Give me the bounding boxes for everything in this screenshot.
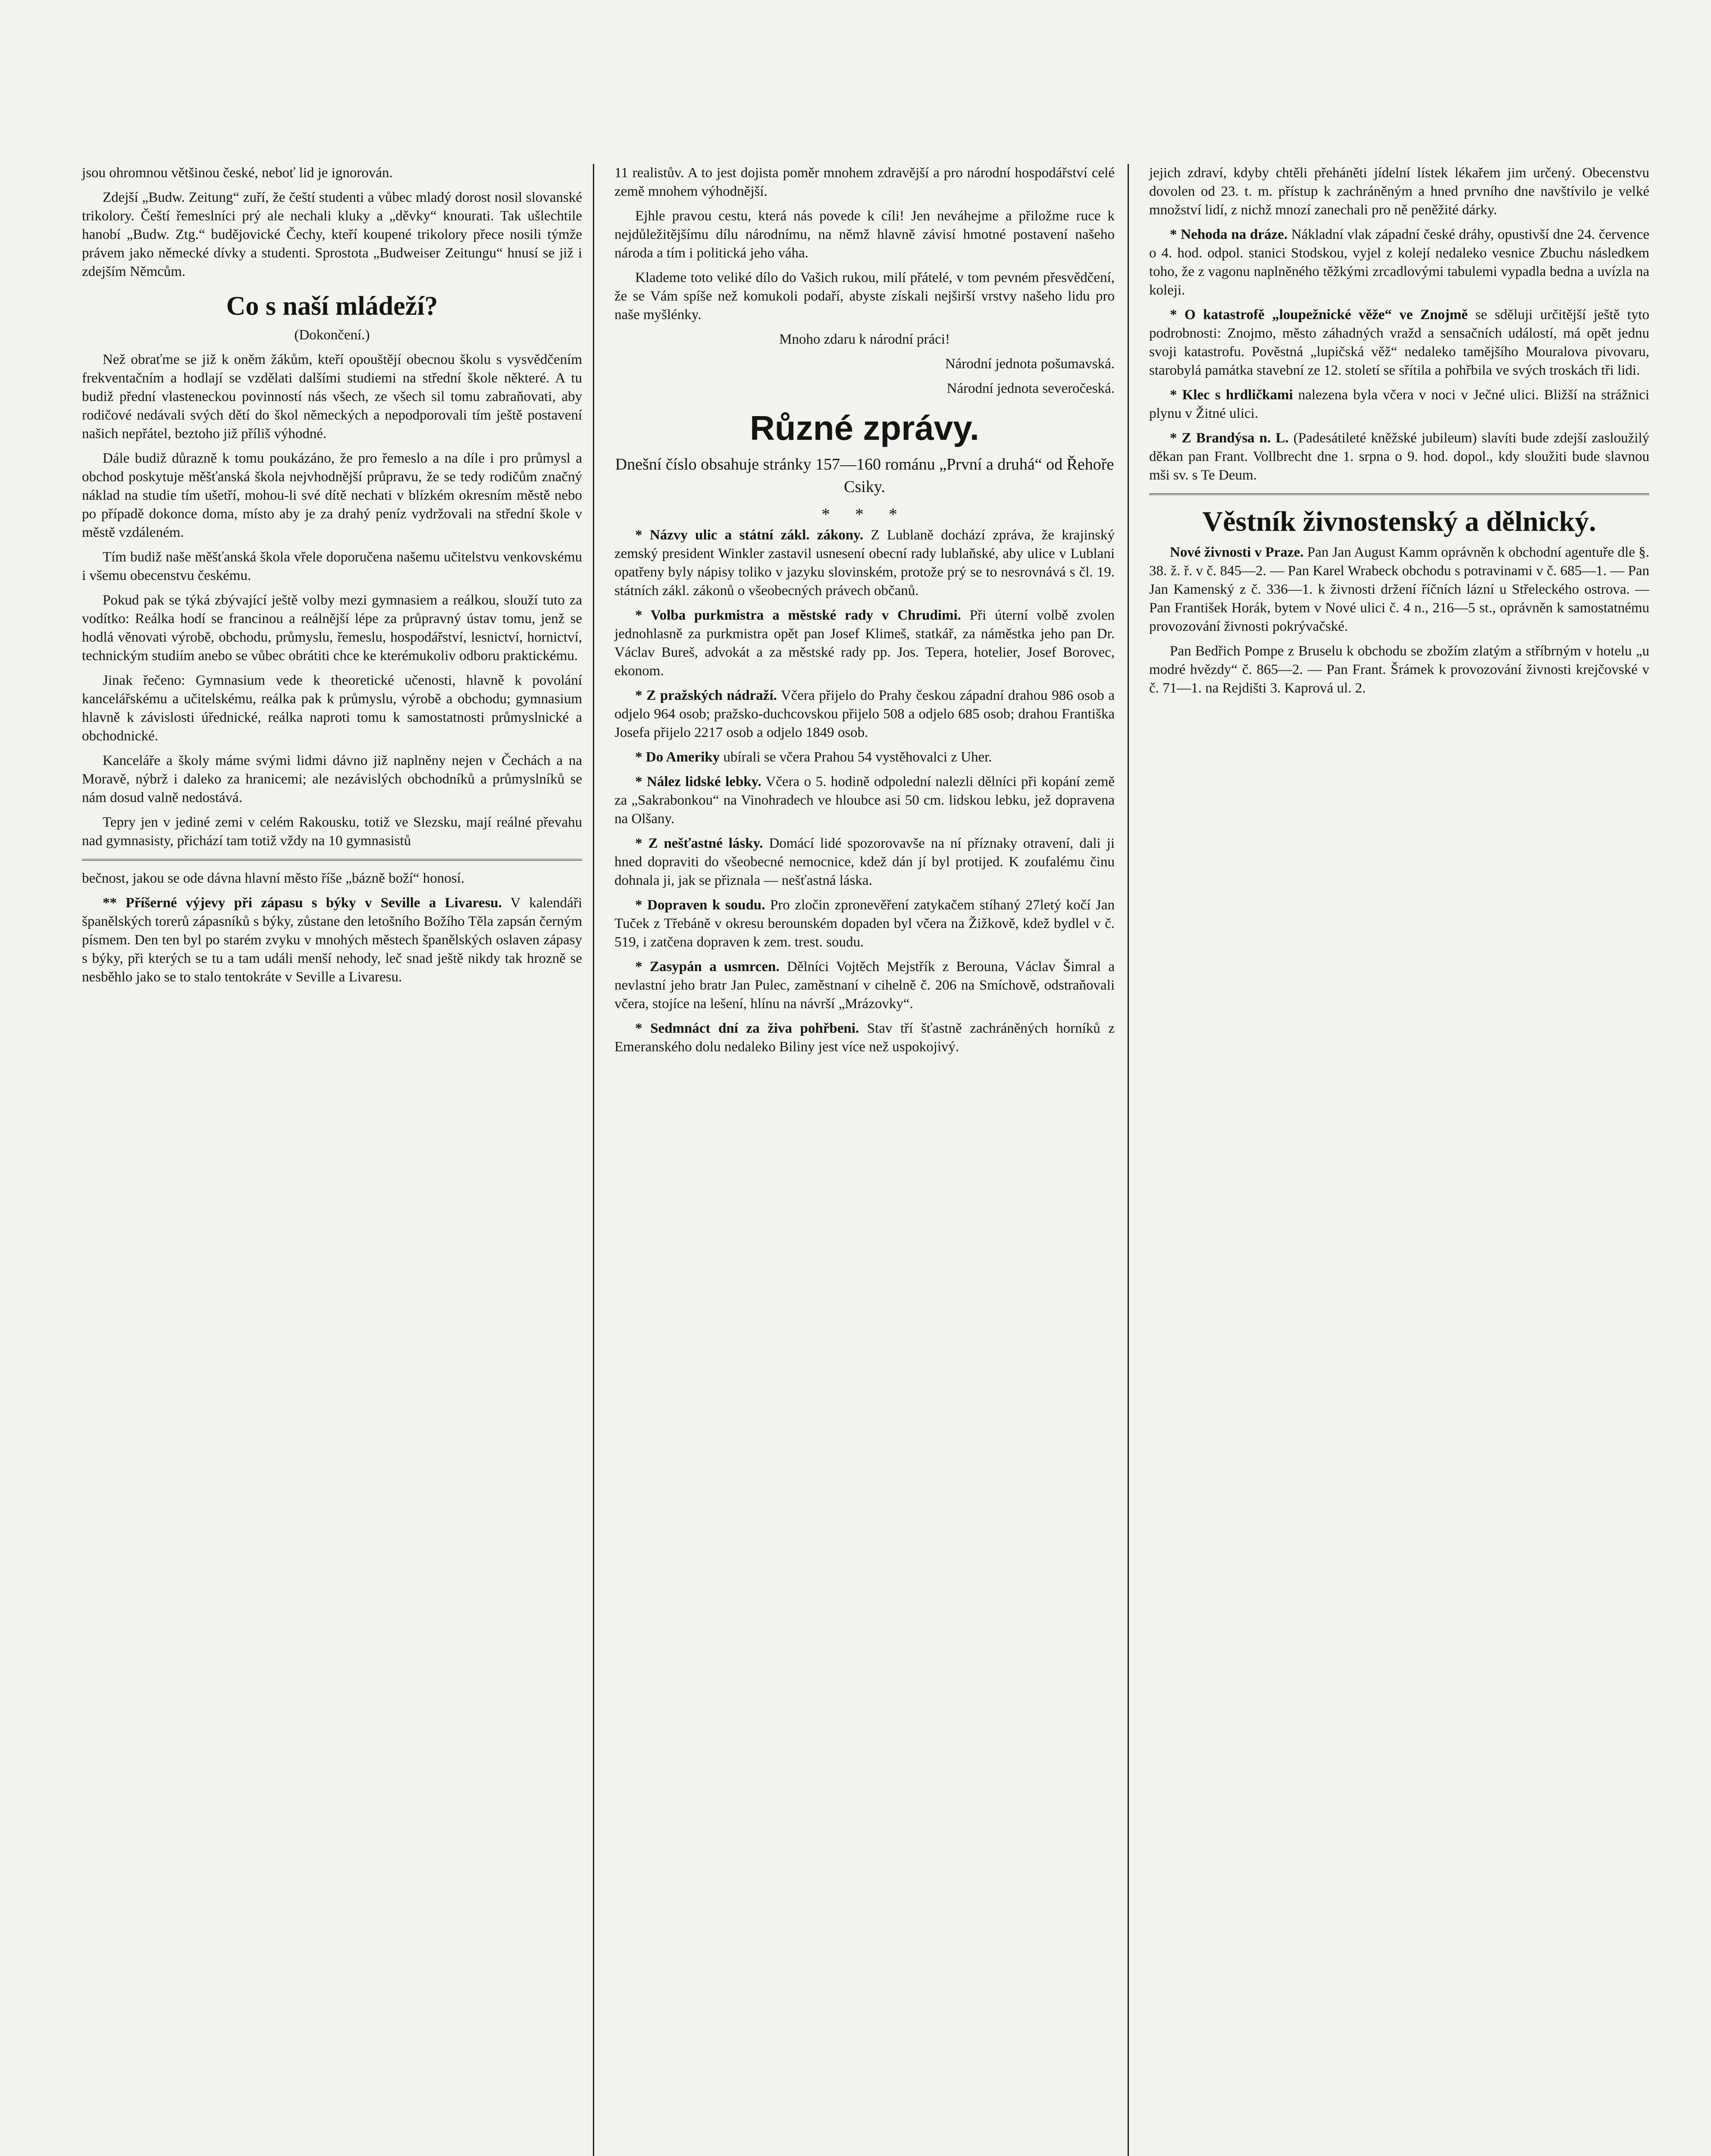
news-headline: * Nehoda na dráze.: [1170, 227, 1288, 242]
column-3: [1149, 164, 1649, 704]
news-headline: * Z pražských nádraží.: [635, 688, 777, 703]
news-headline: * Zasypán a usmrcen.: [635, 959, 780, 975]
news-body: (Padesátileté kněžské jubileum) slavíti bude zdejší zasloužilý děkan pan Frant. Vollbrecht dne 1. srpna o 9. hod. dopol., kdy sloužiti bude slavnou mši sv. s Te Deum.: [1149, 430, 1649, 483]
signature: Národní jednota severočeská.: [946, 381, 1115, 396]
news-body: Domácí lidé spozorovavše na ní příznaky otravení, dali ji hned dopraviti do všeobecné nemocnice, kdež dán jí byl protijed. K zoufalému činu dohnala ji, jak se přiznala — nešťastná láska.: [614, 836, 1115, 888]
news-body: V kalendáři španělských torerů zápasníků s býky, zůstane den letošního Božího Těla zapsán černým písmem. Den ten byl po starém zvyku v mnohých městech španělských oslaven zápasy s býky, při kterých se tu a tam událi menší nehody, leč snad ještě nikdy tak hrozně se nesběhlo jako se to stalo tentokráte v Seville a Livaresu.: [82, 895, 582, 985]
divider: [1149, 493, 1649, 495]
column-2: [614, 164, 1115, 1062]
separator-stars: * * *: [821, 505, 908, 524]
paragraph: Než obraťme se již k oněm žákům, kteří opouštějí obecnou školu s vysvědčením frekventačním a hodlají se vzdělati dalšími studiemi na střední škole některé. A tu budiž přední vlasteneckou povinností nás všech, ze všech sil tomu zabraňovati, aby rodičové nedávali svých dětí do škol německých a nepodporovali tím ještě postavení našich nepřátel, beztoho již příliš výhodné.: [82, 352, 582, 442]
paragraph: jsou ohromnou většinou české, neboť lid je ignorován.: [82, 165, 393, 181]
paragraph: Zdejší „Budw. Zeitung“ zuří, že čeští studenti a vůbec mladý dorost nosil slovanské trikolory. Čeští řemeslníci prý ale nechali kluky a „děvky“ knourati. Tak ušlechtile hanobí „Budw. Ztg.“ budějovické Čechy, kteří koupené trikolory přece nosili týmže právem jako německé dívky a studenti. Sprostota „Budweiser Zeitungu“ hnusí se již i zdejším Němcům.: [82, 190, 582, 279]
news-headline: * Klec s hrdličkami: [1170, 387, 1293, 403]
newspaper-page: [65, 164, 1651, 2156]
news-body: Při úterní volbě zvolen jednohlasně za purkmistra opět pan Josef Klimeš, statkář, za náměstka jeho pan Dr. Václav Bureš, advokát a za městské rady pp. Jos. Tepera, hotelier, Josef Borovec, ekonom.: [614, 608, 1115, 679]
news-headline: * Do Ameriky: [635, 749, 720, 765]
news-body: nalezena byla včera v noci v Ječné ulici. Bližší na strážnici plynu v Žitné ulici.: [1149, 387, 1649, 421]
column-rule: [593, 164, 594, 2156]
column-rule: [1128, 164, 1129, 2156]
news-headline: * Volba purkmistra a městské rady v Chrudimi.: [635, 608, 961, 623]
news-body: Včera přijelo do Prahy českou západní drahou 986 osob a odjelo 964 osob; pražsko-duchcovskou přijelo 508 a odjelo 685 osob; drahou Františka Josefa přijelo 2217 osob a odjelo 1849 osob.: [614, 688, 1115, 740]
news-body: Pro zločin zpronevěření zatykačem stíhaný 27letý kočí Jan Tuček z Třebáně v okresu berounském dopaden byl včera na Žižkově, kdež bydlel v č. 519, i zatčena dopraven k zem. trest. soudu.: [614, 897, 1115, 950]
news-body: Včera o 5. hodině odpolední nalezli dělníci při kopání země za „Sakrabonkou“ na Vinohradech ve hloubce asi 50 cm. lidskou lebku, jež dopravena na Olšany.: [614, 774, 1115, 827]
section-subtitle: (Dokončení.): [294, 327, 370, 343]
trade-section-title: Věstník živnostenský a dělnický.: [1202, 506, 1596, 537]
paragraph: jejich zdraví, kdyby chtěli přeháněti jídelní lístek lékařem jim určený. Obecenstvu dovolen od 23. t. m. přístup k zachráněným a hned prvního dne navštívilo je velké množství lidí, z nichž mnozí zanechali pro ně peněžité dárky.: [1149, 165, 1649, 218]
news-headline: * Sedmnáct dní za živa pohřbeni.: [635, 1021, 859, 1036]
news-headline: * Nález lidské lebky.: [635, 774, 761, 790]
column-1: [82, 164, 582, 993]
paragraph: 11 realistův. A to jest dojista poměr mnohem zdravější a pro národní hospodářství celé země mnohem výhodnější.: [614, 165, 1115, 199]
paragraph: Tepry jen v jediné zemi v celém Rakousku, totiž ve Slezsku, mají reálné převahu nad gymnasisty, přichází tam totiž vždy na 10 gymnasistů: [82, 815, 582, 849]
paragraph: bečnost, jakou se ode dávna hlavní město říše „bázně boží“ honosí.: [82, 871, 465, 886]
news-section-title: Různé zprávy.: [750, 409, 979, 447]
section-title: Co s naší mládeží?: [226, 291, 438, 321]
news-body: Z Lublaně dochází zpráva, že krajinský zemský president Winkler zastavil usnesení obecní rady lublaňské, aby ulice v Lublani opatřeny byly nápisy toliko v jazyku slovinském, protože prý se to nesrovnává s čl. 19. státních zákl. zákonů o všeobecných právech občanů.: [614, 527, 1115, 599]
paragraph: Dále budiž důrazně k tomu poukázáno, že pro řemeslo a na díle i pro průmysl a obchod poskytuje měšťanská škola nejvhodnější průpravu, že se tedy rodičům značný náklad na studie tím ušetří, mohou-li své dítě nechati v blízkém okresním městě nebo po případě dokonce doma, místo aby je za drahý peníz vydržovali na střední škole v městě vzdáleném.: [82, 451, 582, 540]
paragraph: Jinak řečeno: Gymnasium vede k theoretické učenosti, hlavně k povolání kancelářskému a učitelskému, reálka pak k průmyslu, výrobě a obchodu; gymnasium hlavně k závislosti úřednické, reálka naproti tomu k samostatnosti průmyslnické a obchodnické.: [82, 673, 582, 744]
news-body: ubírali se včera Prahou 54 vystěhovalci z Uher.: [723, 749, 992, 765]
signature: Národní jednota pošumavská.: [945, 356, 1115, 372]
news-headline: * Názvy ulic a státní zákl. zákony.: [635, 527, 864, 543]
paragraph: Tím budiž naše měšťanská škola vřele doporučena našemu učitelstvu venkovskému i všemu obecenstvu českému.: [82, 549, 582, 583]
news-body: Nákladní vlak západní české dráhy, opustivší dne 24. července o 4. hod. odpol. stanici Stodskou, vyjel z kolejí nedaleko vesnice Zbuchu následkem toho, že z vagonu naplněného těžkými zrcadlovými tabulemi vypadla bedna a uvízla na koleji.: [1149, 227, 1649, 298]
paragraph: Klademe toto veliké dílo do Vašich rukou, milí přátelé, v tom pevném přesvědčení, že se Vám spíše než komukoli podaří, abyste získali nejširší vrstvy našeho lidu pro naše myšlénky.: [614, 270, 1115, 323]
news-headline: * Z nešťastné lásky.: [635, 836, 763, 851]
news-headline: * O katastrofě „loupežnické věže“ ve Znojmě: [1170, 307, 1468, 323]
notice: Dnešní číslo obsahuje stránky 157—160 románu „První a druhá“ od Řehoře Csiky.: [615, 455, 1114, 496]
news-headline: ** Příšerné výjevy při zápasu s býky v Seville a Livaresu.: [103, 895, 502, 911]
paragraph: Ejhle pravou cestu, která nás povede k cíli! Jen neváhejme a přiložme ruce k nejdůležitějšímu dílu národnímu, na němž hlavně závisí hmotné postavení našeho národa a tím i politická jeho váha.: [614, 208, 1115, 261]
news-body: Stav tří šťastně zachráněných horníků z Emeranského dolu nedaleko Biliny jest více než uspokojivý.: [614, 1021, 1115, 1055]
paragraph: Pokud pak se týká zbývající ještě volby mezi gymnasiem a reálkou, slouží tuto za vodítko: Reálka hodí se francinou a reálnější lépe za průpravný ústav tomu, jenž se hodlá věnovati výrobě, obchodu, průmyslu, řemeslu, hospodářství, lesnictví, hornictví, technickým studiím anebo se vůbec obrátiti chce ke kterémukoliv odboru praktickému.: [82, 592, 582, 664]
news-body: Dělníci Vojtěch Mejstřík z Berouna, Václav Šimral a nevlastní jeho bratr Jan Pulec, zaměstnaní v cihelně č. 206 na Smíchově, odstraňovali včera, stojíce na lešení, hlínu na návrší „Mrázovky“.: [614, 959, 1115, 1012]
closing-line: Mnoho zdaru k národní práci!: [779, 332, 950, 347]
divider: [82, 859, 582, 861]
news-headline: * Dopraven k soudu.: [635, 897, 765, 913]
news-headline: Nové živnosti v Praze.: [1170, 545, 1304, 560]
paragraph: Pan Bedřich Pompe z Bruselu k obchodu se zbožím zlatým a stříbrným v hotelu „u modré hvězdy“ č. 865—2. — Pan Frant. Šrámek k provozování živnosti krejčovské v č. 71—1. na Rejdišti 3. Kaprová ul. 2.: [1149, 643, 1649, 696]
news-body: Pan Jan August Kamm oprávněn k obchodní agentuře dle §. 38. ž. ř. v č. 845—2. — Pan Karel Wrabeck obchodu s potravinami v č. 685—1. — Pan Jan Kamenský z č. 336—1. k živnosti držení říčních lázní u Střeleckého ostrova. — Pan František Horák, bytem v Nové ulici č. 4 n., 216—5 st., oprávněn k samostatnému provozování živnosti pokrývačské.: [1149, 545, 1650, 634]
news-headline: * Z Brandýsa n. L.: [1170, 430, 1289, 446]
paragraph: Kanceláře a školy máme svými lidmi dávno již naplněny nejen v Čechách a na Moravě, nýbrž i daleko za hranicemi; ale nezávislých obchodníků a průmyslníků se nám dosud valně nedostává.: [82, 753, 582, 805]
news-body: se sděluji určitější ještě tyto podrobnosti: Znojmo, město záhadných vražd a sensačních událostí, má opět jednu svoji katastrofu. Pověstná „lupičská věž“ nedaleko tamějšího Mouralova pivovaru, starobylá památka stavební ze 12. století se sřítila a pohřbila ve svých troskách tři lidi.: [1149, 307, 1649, 378]
